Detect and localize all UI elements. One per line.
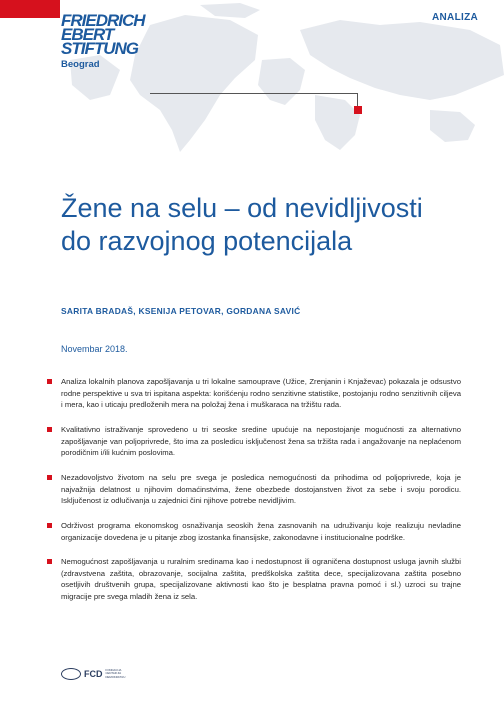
brand-red-bar bbox=[0, 0, 60, 18]
list-item bbox=[61, 472, 461, 507]
list-item-text: Kvalitativno istraživanje sprovedeno u tri seoske sredine upućuje na nepostojanje mogućnosti za alternativno zapošljavanje van poljoprivrede, što ima za posledicu isključenost žena sa tržišta rada i angažovanje na neplaćenom porodičnim i/ili kućnim poslovima. bbox=[61, 424, 461, 458]
fcd-logo bbox=[61, 668, 132, 680]
bullet-icon bbox=[47, 475, 52, 480]
bullet-icon bbox=[47, 379, 52, 384]
fcd-ring-icon bbox=[61, 668, 81, 680]
bullet-icon bbox=[47, 523, 52, 528]
publication-date: Novembar 2018. bbox=[61, 344, 128, 354]
list-item bbox=[61, 376, 461, 411]
list-item-text: Održivost programa ekonomskog osnaživanja seoskih žena zasnovanih na udruživanju koje realizuju nevladine organizacije dovedena je u pitanje zbog izostanka finansijske, zakonodavne i institucionalne podrške. bbox=[61, 520, 461, 542]
list-item-text: Nezadovoljstvo životom na selu pre svega je posledica nemogućnosti da prihodima od poljoprivrede, koja je najvažnija delatnost u njihovim domaćinstvima, žene obezbede dostojanstven život za sebe i svoju porodicu. Isključenost iz odlučivanja u zajednici čini njihove potrebe nevidljivim. bbox=[61, 472, 461, 506]
document-title bbox=[61, 192, 471, 258]
title-line-1: Žene na selu – od nevidljivosti bbox=[61, 193, 423, 223]
bullet-icon bbox=[47, 427, 52, 432]
map-pointer-line bbox=[150, 93, 358, 94]
fes-logo bbox=[61, 11, 161, 70]
list-item bbox=[61, 424, 461, 459]
list-item-text: Nemogućnost zapošljavanja u ruralnim sredinama kao i nedostupnost ili ograničena dostupnost usluga javnih službi (zdravstvena zaštita, obrazovanje, socijalna zaštita, predškolska zaštita dece, specijalizovana zaštita posebno osetljivih društvenih grupa, specijalizovane aktivnosti kao što je besplatna pravna pomoć i sl.) uzroci su trajne migracije pre svega mladih žena iz sela. bbox=[61, 557, 461, 602]
title-line-2: do razvojnog potencijala bbox=[61, 226, 353, 256]
fcd-logo-subtext: FONDACIJA CENTAR ZA DEMOKRATIJU bbox=[105, 668, 126, 679]
logo-line-2: EBERT bbox=[61, 25, 114, 44]
logo-city: Beograd bbox=[61, 59, 100, 70]
list-item bbox=[61, 556, 461, 602]
summary-list bbox=[61, 376, 461, 616]
location-marker-icon bbox=[354, 106, 362, 114]
bullet-icon bbox=[47, 559, 52, 564]
map-pointer-line-vertical bbox=[357, 93, 358, 107]
list-item-text: Analiza lokalnih planova zapošljavanja u tri lokalne samouprave (Užice, Zrenjanin i Knjaževac) pokazala je odsustvo rodne perspektive u sva tri ispitana aspekta: korišćenju rodno senzitivne statistike, postojanju rodno senzitivnih ciljeva i mera, kao i uticaju predloženih mera na položaj žena i muškaraca na tržištu rada. bbox=[61, 377, 461, 410]
logo-line-1: FRIEDRICH bbox=[61, 11, 145, 30]
document-type-label: ANALIZA bbox=[432, 12, 478, 23]
list-item bbox=[61, 520, 461, 543]
authors: SARITA BRADAŠ, KSENIJA PETOVAR, GORDANA SAVIĆ bbox=[61, 306, 301, 316]
fcd-logo-text: FCD bbox=[84, 669, 103, 679]
logo-line-3: STIFTUNG bbox=[61, 39, 138, 58]
